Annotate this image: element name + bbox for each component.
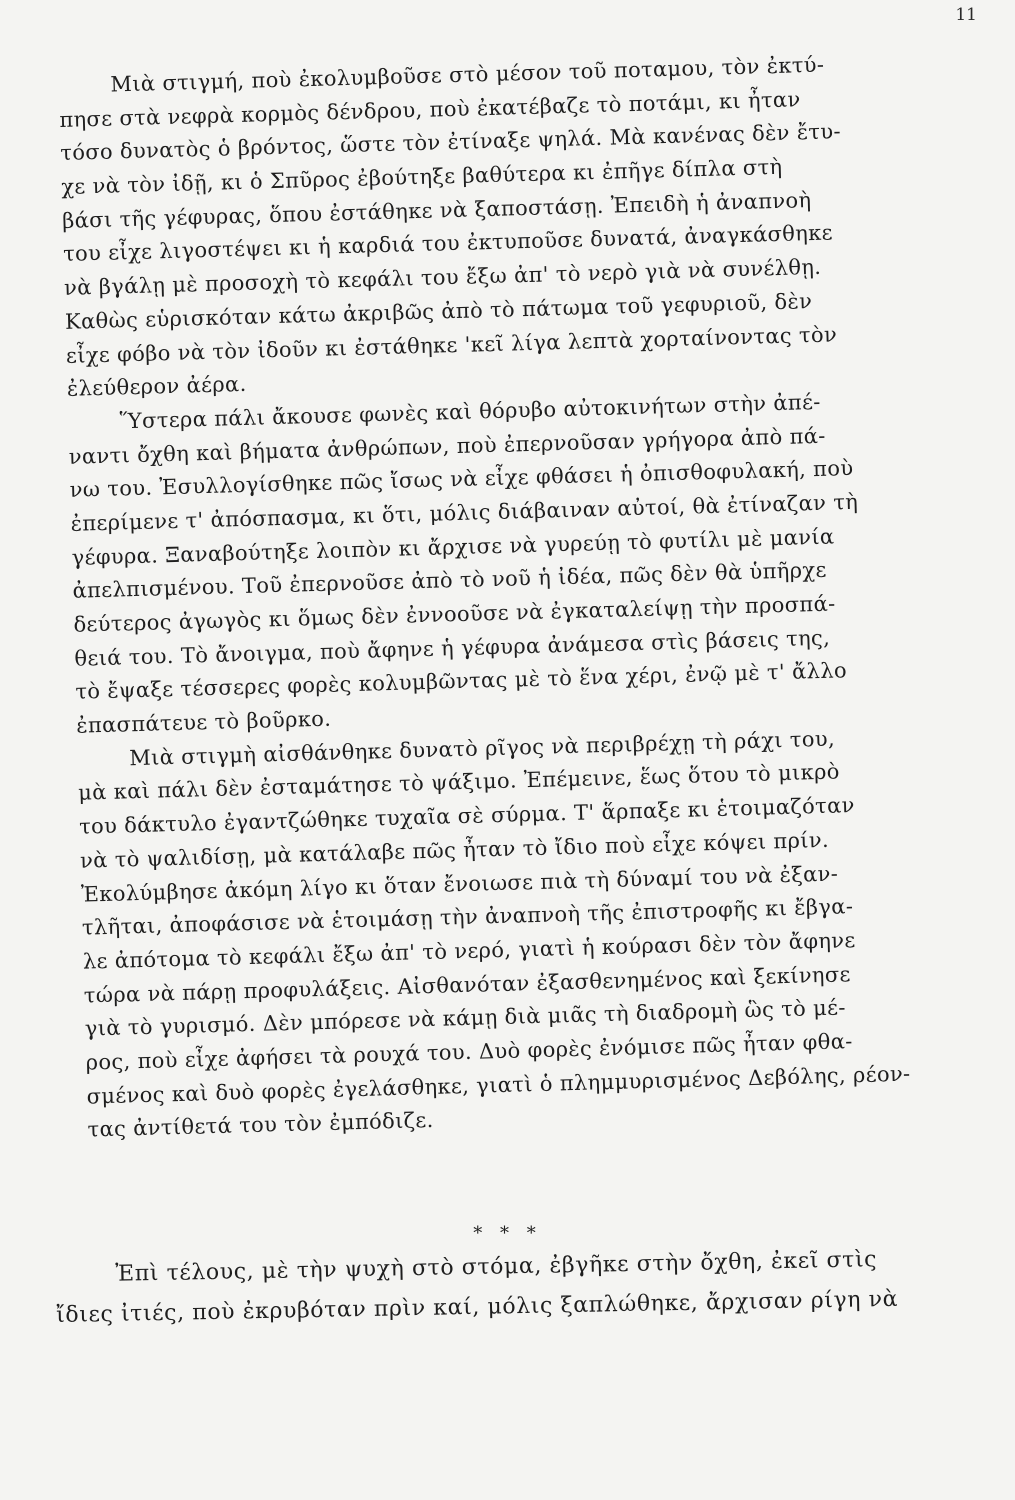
text-line: σμένος καὶ δυὸ φορὲς ἐγελάσθηκε, γιατὶ ὁ πλημμυρισμένος Δεβόλης, ρέον- [86, 1061, 911, 1109]
text-line: γιὰ τὸ γυρισμό. Δὲν μπόρεσε νὰ κάμῃ διὰ μιᾶς τὴ διαδρομὴ ὣς τὸ μέ- [84, 995, 847, 1041]
text-line: ἴδιες ἰτιές, ποὺ ἐκρυβόταν πρὶν καί, μόλις ξαπλώθηκε, ἄρχισαν ρίγη νὰ [55, 1286, 899, 1328]
text-line: Μιὰ στιγμὴ αἰσθάνθηκε δυνατὸ ρῖγος νὰ περιβρέχῃ τὴ ράχι του, [128, 726, 836, 771]
page-number: 11 [955, 5, 977, 25]
text-line: του εἶχε λιγοστέψει κι ἡ καρδιά του ἐκτυποῦσε δυνατά, ἀναγκάσθηκε [62, 220, 834, 267]
text-line: Ἐπὶ τέλους, μὲ τὴν ψυχὴ στὸ στόμα, ἐβγῆκε στὴν ὄχθη, ἐκεῖ στὶς [115, 1247, 878, 1287]
text-line: του δάκτυλο ἐγαντζώθηκε τυχαῖα σὲ σύρμα. Τ' ἅρπαξε κι ἑτοιμαζόταν [78, 793, 855, 839]
text-line: νω του. Ἐσυλλογίσθηκε πῶς ἴσως νὰ εἶχε φθάσει ἡ ὀπισθοφυλακή, ποὺ [69, 456, 854, 503]
paragraph-2 [67, 382, 966, 744]
text-line: τλῆται, ἀποφάσισε νὰ ἑτοιμάσῃ τὴν ἀναπνοὴ τῆς ἐπιστροφῆς κι ἔβγα- [81, 894, 854, 940]
text-line: νὰ βγάλῃ μὲ προσοχὴ τὸ κεφάλι του ἔξω ἀπ' τὸ νερὸ γιὰ νὰ συνέλθῃ. [63, 254, 822, 301]
text-line: θειά του. Τὸ ἄνοιγμα, ποὺ ἄφηνε ἡ γέφυρα ἀνάμεσα στὶς βάσεις της, [74, 625, 831, 671]
paragraph-3 [77, 719, 978, 1148]
final-paragraph [55, 1238, 966, 1334]
text-line: τὸ ἔψαξε τέσσερες φορὲς κολυμβῶντας μὲ τὸ ἕνα χέρι, ἐνῷ μὲ τ' ἄλλο [75, 658, 848, 705]
text-line: νὰ τὸ ψαλιδίσῃ, μὰ κατάλαβε πῶς ἦταν τὸ ἴδιο ποὺ εἶχε κόψει πρίν. [79, 827, 830, 873]
main-text [58, 45, 978, 1147]
text-line: δεύτερος ἀγωγὸς κι ὅμως δὲν ἐννοοῦσε νὰ ἐγκαταλείψῃ τὴν προσπά- [73, 591, 836, 637]
text-line: ἀπελπισμένου. Τοῦ ἐπερνοῦσε ἀπὸ τὸ νοῦ ἡ ἰδέα, πῶς δὲν θὰ ὑπῆρχε [72, 558, 828, 604]
text-line: Μιὰ στιγμή, ποὺ ἐκολυμβοῦσε στὸ μέσον τοῦ ποταμου, τὸν ἐκτύ- [110, 52, 825, 97]
text-line: γέφυρα. Ξαναβούτηξε λοιπὸν κι ἄρχισε νὰ γυρεύῃ τὸ φυτίλι μὲ μανία [71, 524, 835, 570]
text-line: ἐπασπάτευε τὸ βοῦρκο. [75, 706, 332, 738]
text-line: Ὕστερα πάλι ἄκουσε φωνὲς καὶ θόρυβο αὐτοκινήτων στὴν ἀπέ- [119, 389, 822, 434]
text-line: πησε στὰ νεφρὰ κορμὸς δένδρου, ποὺ ἐκατέβαζε τὸ ποτάμι, κι ἦταν [59, 86, 801, 132]
text-line: λε ἀπότομα τὸ κεφάλι ἔξω ἀπ' τὸ νερό, γιατὶ ἡ κούρασι δὲν τὸν ἄφηνε [82, 927, 856, 974]
text-line: ἐπερίμενε τ' ἀπόσπασμα, κι ὅτι, μόλις διάβαιναν αὐτοί, θὰ ἐτίναζαν τὴ [70, 489, 859, 536]
text-line: χε νὰ τὸν ἰδῇ, κι ὁ Σπῦρος ἐβούτηξε βαθύτερα κι ἐπῆγε δίπλα στὴ [60, 154, 783, 200]
text-line: ρος, ποὺ εἶχε ἀφήσει τὰ ρουχά του. Δυὸ φορὲς ἐνόμισε πῶς ἦταν φθα- [85, 1029, 853, 1075]
text-line: βάσι τῆς γέφυρας, ὅπου ἐστάθηκε νὰ ξαποστάσῃ. Ἐπειδὴ ἡ ἀναπνοὴ [61, 187, 812, 233]
paragraph-1 [58, 45, 957, 407]
text-line: τας ἀντίθετά του τὸν ἐμπόδιζε. [87, 1108, 434, 1142]
text-line: ἐλεύθερον ἀέρα. [66, 372, 247, 402]
text-line: εἶχε φόβο νὰ τὸν ἰδοῦν κι ἐστάθηκε 'κεῖ λίγα λεπτὰ χορταίνοντας τὸν [65, 321, 838, 368]
text-line: ναντι ὄχθη καὶ βήματα ἀνθρώπων, ποὺ ἐπερνοῦσαν γρήγορα ἀπὸ πά- [68, 423, 826, 469]
section-separator: * * * [473, 1223, 542, 1244]
text-line: Ἐκολύμβησε ἀκόμη λίγο κι ὅταν ἔνοιωσε πιὰ τὴ δύναμί του νὰ ἐξαν- [80, 861, 839, 907]
text-line: τώρα νὰ πάρῃ προφυλάξεις. Αἰσθανόταν ἐξασθενημένος καὶ ξεκίνησε [83, 961, 852, 1008]
text-line: τόσο δυνατὸς ὁ βρόντος, ὥστε τὸν ἐτίναξε ψηλά. Μὰ κανένας δὲν ἔτυ- [59, 119, 842, 166]
text-line: Καθὼς εὑρισκόταν κάτω ἀκριβῶς ἀπὸ τὸ πάτωμα τοῦ γεφυριοῦ, δὲν [64, 288, 813, 334]
text-line: μὰ καὶ πάλι δὲν ἐσταμάτησε τὸ ψάξιμο. Ἐπέμεινε, ἕως ὅτου τὸ μικρὸ [77, 759, 841, 806]
